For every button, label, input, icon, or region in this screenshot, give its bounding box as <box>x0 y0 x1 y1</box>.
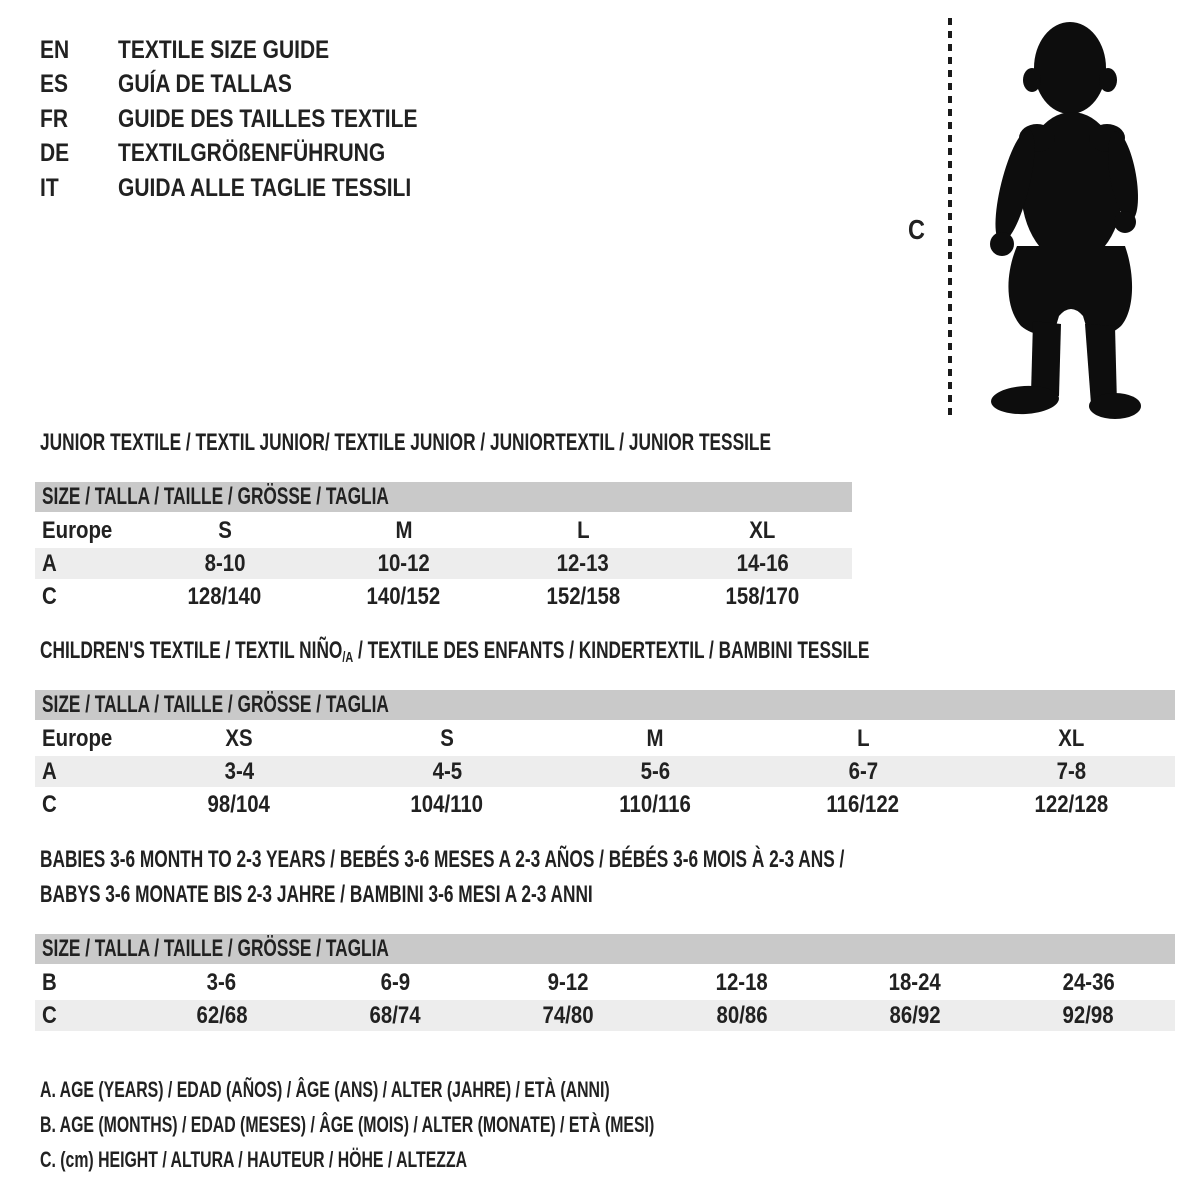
babies-textile-title-line: BABIES 3-6 MONTH TO 2-3 YEARS / BEBÉS 3-6 MESES A 2-3 AÑOS / BÉBÉS 3-6 MOIS À 2-3 ANS / <box>40 846 845 873</box>
size-value-cell: XL <box>1057 724 1085 752</box>
babies-textile-row-c <box>35 1000 1175 1031</box>
language-guide-title: TEXTILGRÖßENFÜHRUNG <box>118 139 386 168</box>
row-label: C <box>42 790 57 818</box>
junior-textile-table <box>35 482 852 614</box>
size-value-cell: 4-5 <box>432 757 462 785</box>
size-value-cell: 68/74 <box>369 1001 421 1029</box>
size-value-cell: 6-9 <box>380 968 410 996</box>
size-value-cell: 122/128 <box>1034 790 1108 818</box>
childrens-textile-title-line: CHILDREN'S TEXTILE / TEXTIL NIÑO/A / TEXTILE DES ENFANTS / KINDERTEXTIL / BAMBINI TESSILE <box>40 637 870 666</box>
childrens-textile-row-europe <box>35 723 1175 754</box>
measure-legend <box>40 1072 893 1177</box>
size-value-cell: 74/80 <box>542 1001 594 1029</box>
language-code: DE <box>40 139 70 168</box>
language-row-it <box>40 171 475 206</box>
language-title-list <box>40 33 475 206</box>
junior-textile-row-c <box>35 581 852 612</box>
size-value-cell: 14-16 <box>736 549 789 577</box>
size-value-cell: 12-18 <box>715 968 768 996</box>
babies-textile-size-header: SIZE / TALLA / TAILLE / GRÖSSE / TAGLIA <box>35 934 1175 964</box>
language-guide-title: GUIDE DES TAILLES TEXTILE <box>118 104 418 133</box>
size-value-cell: 104/110 <box>410 790 484 818</box>
size-value-cell: 158/170 <box>725 582 800 610</box>
legend-line-b: B. AGE (MONTHS) / EDAD (MESES) / ÂGE (MOIS) / ALTER (MONATE) / ETÀ (MESI) <box>40 1112 655 1137</box>
size-value-cell: L <box>576 516 590 544</box>
size-value-cell: 18-24 <box>888 968 942 996</box>
childrens-textile-size-header: SIZE / TALLA / TAILLE / GRÖSSE / TAGLIA <box>35 690 1175 720</box>
childrens-textile-title <box>40 633 1192 668</box>
size-value-cell: 6-7 <box>848 757 878 785</box>
size-value-cell: 110/116 <box>619 790 691 818</box>
size-value-cell: 12-13 <box>557 549 610 577</box>
size-value-cell: M <box>646 724 664 752</box>
size-value-cell: 24-36 <box>1062 968 1115 996</box>
size-value-cell: 3-4 <box>224 757 254 785</box>
height-measure-dashed-line <box>948 18 952 416</box>
row-label: C <box>42 582 57 610</box>
childrens-textile-table <box>35 690 1175 822</box>
language-row-es <box>40 68 475 103</box>
size-value-cell: 86/92 <box>889 1001 941 1029</box>
language-code: IT <box>40 173 59 202</box>
row-label: Europe <box>42 724 113 752</box>
childrens-textile-row-a <box>35 756 1175 787</box>
junior-textile-row-a <box>35 548 852 579</box>
height-measure-label <box>908 214 928 246</box>
babies-textile-row-b <box>35 967 1175 998</box>
junior-textile-title <box>40 425 1055 460</box>
size-value-cell: 152/158 <box>546 582 620 610</box>
babies-textile-table <box>35 934 1175 1033</box>
language-guide-title: GUÍA DE TALLAS <box>118 70 292 99</box>
legend-line-a: A. AGE (YEARS) / EDAD (AÑOS) / ÂGE (ANS) / ALTER (JAHRE) / ETÀ (ANNI) <box>40 1077 610 1102</box>
row-label: Europe <box>42 516 113 544</box>
babies-textile-title-line: BABYS 3-6 MONATE BIS 2-3 JAHRE / BAMBINI 3-6 MESI A 2-3 ANNI <box>40 881 593 908</box>
language-row-fr <box>40 102 475 137</box>
size-value-cell: 116/122 <box>826 790 900 818</box>
size-value-cell: 7-8 <box>1056 757 1086 785</box>
height-measure-letter: C <box>908 214 925 245</box>
size-value-cell: 92/98 <box>1062 1001 1114 1029</box>
language-guide-title: GUIDA ALLE TAGLIE TESSILI <box>118 173 412 202</box>
size-value-cell: 5-6 <box>640 757 670 785</box>
size-value-cell: 62/68 <box>196 1001 248 1029</box>
language-row-en <box>40 33 475 68</box>
size-value-cell: XL <box>749 516 776 544</box>
row-label: A <box>42 757 57 785</box>
legend-line-c: C. (cm) HEIGHT / ALTURA / HAUTEUR / HÖHE / ALTEZZA <box>40 1147 468 1172</box>
size-value-cell: 3-6 <box>206 968 237 996</box>
row-label: B <box>42 968 57 996</box>
language-guide-title: TEXTILE SIZE GUIDE <box>118 35 330 64</box>
row-label: A <box>42 549 57 577</box>
size-value-cell: XS <box>225 724 253 752</box>
size-value-cell: 8-10 <box>204 549 246 577</box>
size-value-cell: L <box>856 724 870 752</box>
size-value-cell: 128/140 <box>187 582 262 610</box>
size-value-cell: 140/152 <box>366 582 441 610</box>
junior-textile-size-header: SIZE / TALLA / TAILLE / GRÖSSE / TAGLIA <box>35 482 852 512</box>
size-value-cell: S <box>440 724 454 752</box>
junior-textile-title-line: JUNIOR TEXTILE / TEXTIL JUNIOR/ TEXTILE JUNIOR / JUNIORTEXTIL / JUNIOR TESSILE <box>40 429 771 456</box>
size-value-cell: S <box>217 516 232 544</box>
row-label: C <box>42 1001 57 1029</box>
toddler-silhouette-icon <box>975 16 1160 421</box>
language-code: ES <box>40 70 69 99</box>
size-value-cell: 80/86 <box>716 1001 768 1029</box>
size-value-cell: 98/104 <box>207 790 271 818</box>
junior-textile-row-europe <box>35 515 852 546</box>
childrens-textile-row-c <box>35 789 1175 820</box>
size-value-cell: M <box>395 516 413 544</box>
babies-textile-title <box>40 842 1157 912</box>
language-code: EN <box>40 35 70 64</box>
language-row-de <box>40 137 475 172</box>
size-value-cell: 9-12 <box>547 968 589 996</box>
size-value-cell: 10-12 <box>377 549 430 577</box>
language-code: FR <box>40 104 68 133</box>
